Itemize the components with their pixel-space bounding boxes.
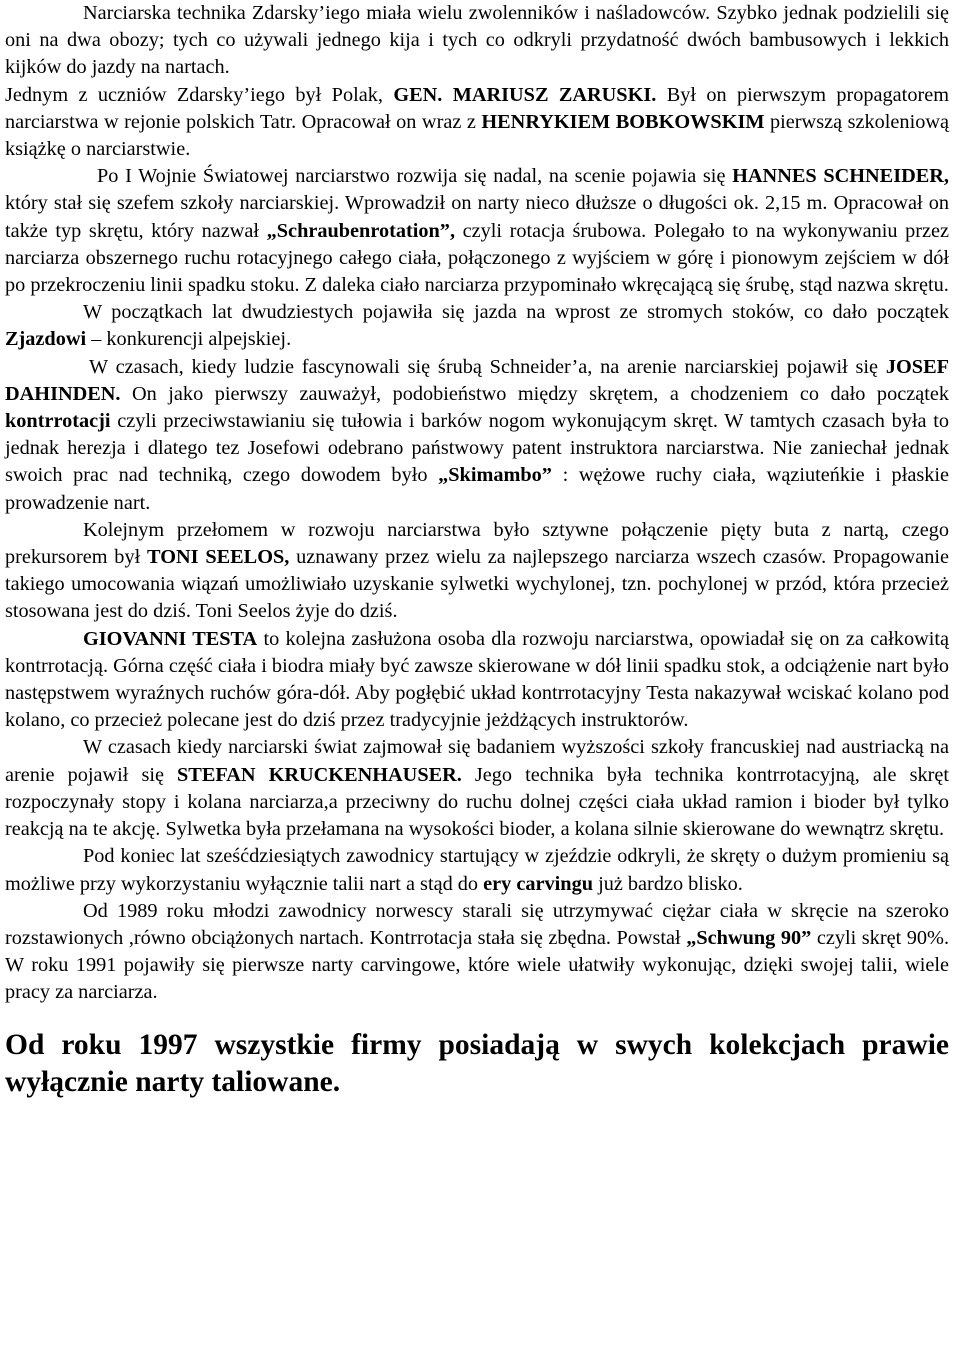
text-run: Kolejnym przełomem w rozwoju narciarstwa było sztywne połączenie pięty buta z nartą, czego prekursorem był	[5, 518, 949, 569]
bold-text-run: kontrrotacji	[5, 410, 111, 433]
text-run: już bardzo blisko.	[593, 872, 743, 895]
bold-text-run: STEFAN KRUCKENHAUSER.	[177, 763, 462, 786]
text-run: W czasach kiedy narciarski świat zajmował się badaniem wyższości szkoły francuskiej nad austriacką na arenie pojawił się	[5, 736, 949, 786]
text-run: czyli przeciwstawianiu się tułowia i barków nogom wykonującym skręt. W tamtych czasach była to jednak herezja i dlatego tez Josefowi odebrano państwowy patent instruktora narciarstwa. Nie zaniechał jednak swoich prac nad techniką, czego dowodem było	[5, 410, 949, 487]
bold-text-run: TONI SEELOS,	[147, 546, 290, 569]
paragraph-downhill	[5, 299, 949, 353]
text-run: uznawany przez wielu za najlepszego narciarza wszech czasów. Propagowanie takiego umocowania wiązań umożliwiało uzyskanie sylwetki wychylonej, tzn. pochylonej w przód, która przecież stosowana jest do dziś. Toni Seelos żyje do dziś.	[5, 546, 949, 623]
text-run: Był on pierwszym propagatorem narciarstwa w rejonie polskich Tatr. Opracował on wraz z	[5, 83, 949, 133]
text-run: Jednym z uczniów Zdarsky’iego był Polak,	[5, 83, 394, 106]
paragraph-kruckenhauser	[5, 734, 949, 843]
paragraph-schneider	[5, 163, 949, 299]
paragraph-zaruski	[5, 82, 949, 164]
text-run: On jako pierwszy zauważył, podobieństwo między skrętem, a chodzeniem co dało początek	[120, 382, 949, 405]
text-run: pierwszą szkoleniową książkę o narciarstwie.	[5, 110, 949, 161]
paragraph-dahinden	[5, 354, 949, 517]
text-run: Po I Wojnie Światowej narciarstwo rozwija się nadal, na scenie pojawia się	[97, 165, 733, 188]
paragraph-testa	[5, 626, 949, 735]
bold-text-run: GIOVANNI TESTA	[83, 627, 258, 650]
bold-text-run: HANNES SCHNEIDER,	[732, 165, 949, 188]
bold-text-run: GEN. MARIUSZ ZARUSKI.	[393, 83, 657, 106]
bold-text-run: „Schwung 90”	[686, 926, 812, 949]
bold-text-run: ery carvingu	[483, 872, 593, 895]
paragraph-disciples	[5, 0, 949, 82]
text-run: – konkurencji alpejskiej.	[86, 328, 292, 351]
paragraph-schwung-90	[5, 898, 949, 1007]
text-run: czyli skręt 90%. W roku 1991 pojawiły się pierwsze narty carvingowe, które wiele ułatwiły wykonując, dzięki swojej talii, wiele pracy za narciarza.	[5, 926, 950, 1004]
text-run: to kolejna zasłużona osoba dla rozwoju narciarstwa, opowiadał się on za całkowitą kontrrotacją. Górna część ciała i biodra miały być zawsze skierowane w dół linii spadku stok, a odciążenie nart było następstwem wyraźnych ruchów góra-dół. Aby pogłębić układ kontrrotacyjny Testa nakazywał wciskać kolano pod kolano, co przecież polecane jest do dziś przez tradycyjnie jeżdżących instruktorów.	[5, 627, 950, 732]
bold-text-run: HENRYKIEM BOBKOWSKIM	[481, 110, 765, 133]
paragraph-seelos	[5, 517, 949, 626]
text-run: czyli rotacja śrubowa. Polegało to na wykonywaniu przez narciarza obszernego ruchu rotacyjnego całego ciała, połączonego z wyjściem w górę i pionowym zejściem w dół po przekroczeniu linii spadku stoku. Z daleka ciało narciarza przypominało wkręcającą się śrubę, stąd nazwa skrętu.	[5, 219, 950, 297]
bold-text-run: „Schraubenrotation”,	[266, 219, 456, 242]
text-run: Od 1989 roku młodzi zawodnicy norwescy starali się utrzymywać ciężar ciała w skręcie na szeroko rozstawionych ,równo obciążonych nartach. Kontrrotacja stała się zbędna. Powstał	[5, 899, 949, 949]
text-run: który stał się szefem szkoły narciarskiej. Wprowadził on narty nieco dłuższe o długości ok. 2,15 m. Opracował on także typ skrętu, który nazwał	[5, 192, 949, 242]
bold-text-run: Zjazdowi	[5, 328, 87, 351]
text-run: Jego technika była technika kontrrotacyjną, ale skręt rozpoczynały stopy i kolana narciarza,a przeciwny do ruchu dolnej części ciała układ ramion i bioder był tylko reakcją na te akcję. Sylwetka była przełamana na wysokości bioder, a kolana silnie skierowane do wewnątrz skrętu.	[5, 763, 950, 841]
text-run: W czasach, kiedy ludzie fascynowali się śrubą Schneider’a, na arenie narciarskiej pojawił się	[89, 355, 886, 378]
bold-text-run: „Skimambo”	[438, 464, 552, 487]
text-run: Pod koniec lat sześćdziesiątych zawodnicy startujący w zjeździe odkryli, że skręty o dużym promieniu są możliwe przy wykorzystaniu wyłącznie talii nart a stąd do	[5, 845, 949, 895]
text-run: : wężowe ruchy ciała, wąziuteńkie i płaskie prowadzenie nart.	[5, 464, 949, 514]
text-run: Narciarska technika Zdarsky’iego miała wielu zwolenników i naśladowców. Szybko jednak podzielili się oni na dwa obozy; tych co używali jednego kija i tych co odkryli przydatność dwóch bambusowych i lekkich kijków do jazdy na nartach.	[5, 2, 949, 79]
text-run: W początkach lat dwudziestych pojawiła się jazda na wprost ze stromych stoków, co dało początek	[83, 301, 949, 324]
final-statement: Od roku 1997 wszystkie firmy posiadają w swych kolekcjach prawie wyłącznie narty taliowane.	[5, 1028, 949, 1098]
paragraph-carving-origins	[5, 843, 949, 897]
bold-text-run: JOSEF DAHINDEN.	[5, 355, 949, 405]
